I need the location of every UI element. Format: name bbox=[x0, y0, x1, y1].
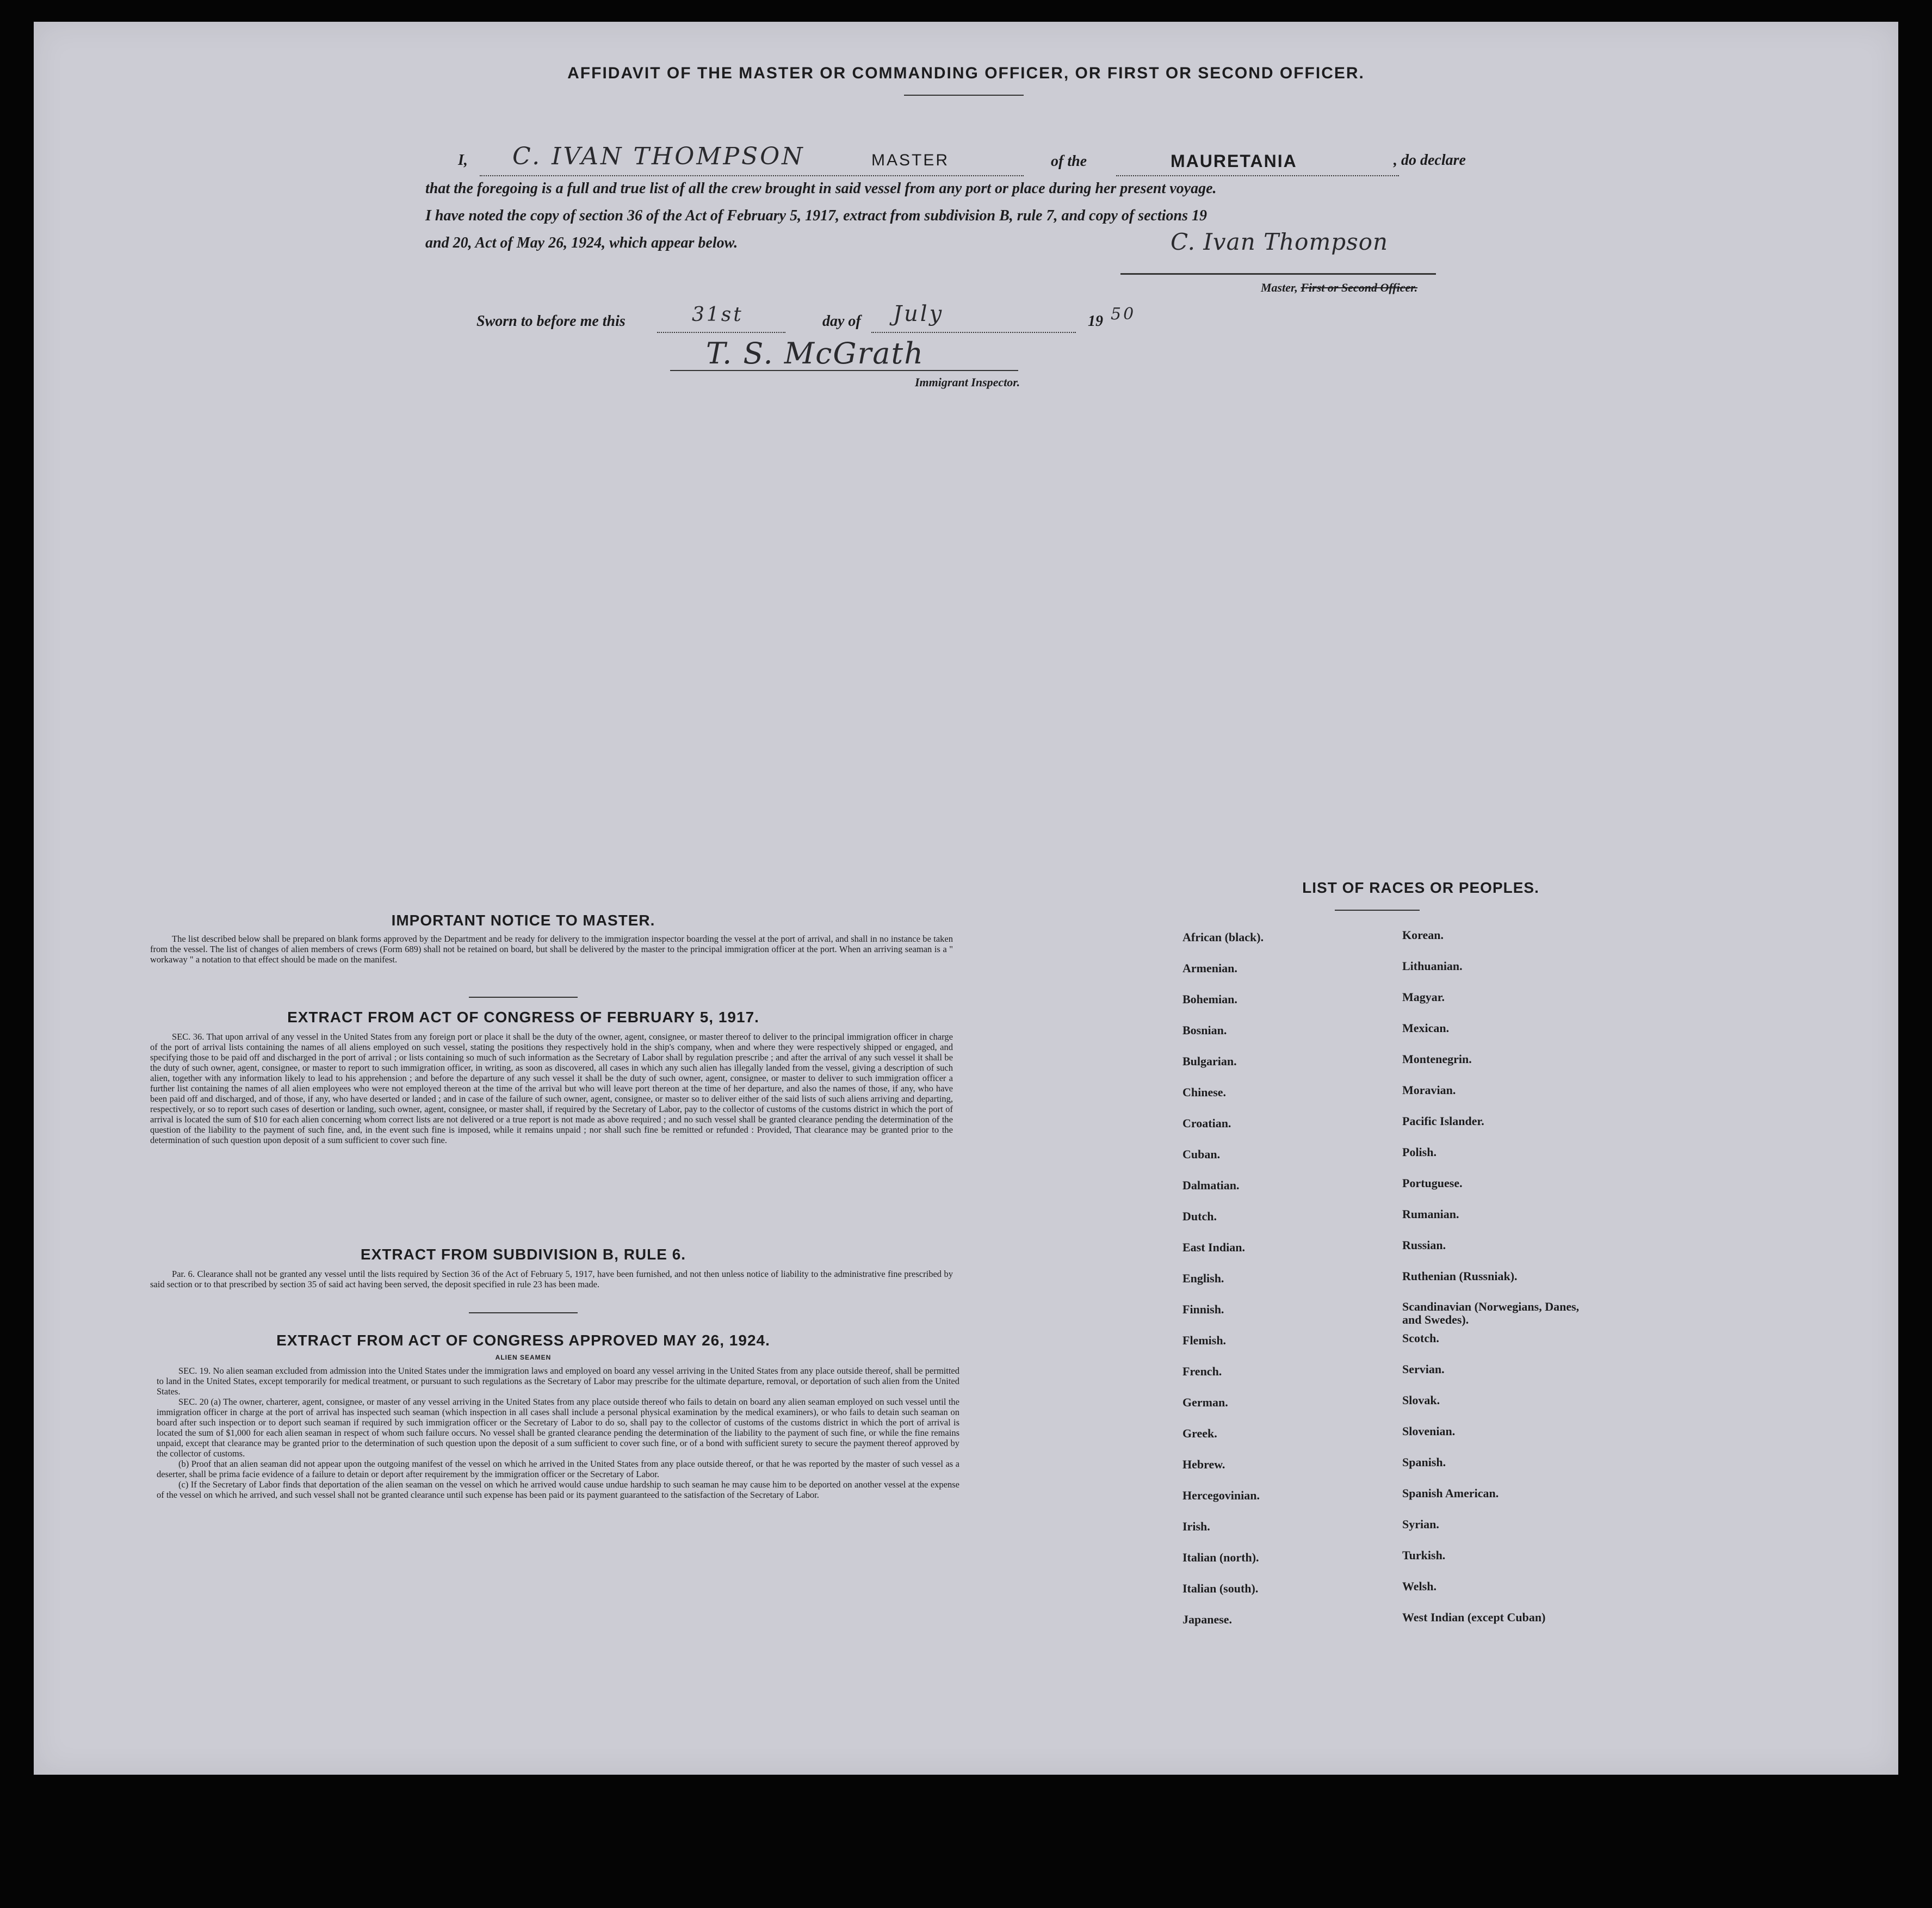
race-item: West Indian (except Cuban) bbox=[1402, 1610, 1546, 1624]
sec-20a-text: SEC. 20 (a) The owner, charterer, agent, consignee, or master of any vessel arriving in the United States from any place outside thereof who fails to detain on board any alien seaman employed on such vessel until the immigration officer in charge at the port of arrival has inspected such seaman (which inspection in all cases shall include a personal physical examination by the medical examiners), or who fails to detain such seaman on board after such inspection or to deport such seaman if required by such immigration officer or the Secretary of Labor to do so, shall pay to the collector of customs of the customs district in which the port of arrival is located the sum of $1,000 for each alien seaman in respect of whom such failure occurs. No vessel shall be granted clearance pending the determination of the liability to the payment of such fine, or while the fine remains unpaid, except that clearance may be granted prior to the determination of such question upon the deposit of a sum sufficient to cover such fine, or of a bond with sufficient surety to secure the payment thereof approved by the collector of customs. bbox=[157, 1397, 959, 1459]
race-item: French. bbox=[1182, 1364, 1222, 1378]
race-item: Slovak. bbox=[1402, 1393, 1440, 1407]
race-item: Welsh. bbox=[1402, 1579, 1436, 1593]
signer-label-master: Master, bbox=[1261, 281, 1298, 294]
declaration-line-3: and 20, Act of May 26, 1924, which appear below. bbox=[425, 234, 738, 251]
race-item: Italian (south). bbox=[1182, 1582, 1259, 1595]
race-item: Japanese. bbox=[1182, 1613, 1233, 1626]
notice-text: The list described below shall be prepared on blank forms approved by the Department and be ready for delivery to the immigration inspector boarding the vessel at the port of arrival, and shall in no instance be taken from the vessel. The list of changes of alien members of crews (Form 689) shall not be retained on board, but shall be delivered by the master to the principal immigration officer at the port. When an arriving seaman is a " workaway " a notation to that effect should be made on the manifest. bbox=[150, 934, 953, 965]
master-name: C. IVAN THOMPSON bbox=[512, 143, 805, 170]
race-item: Scandinavian (Norwegians, Danes, and Swedes). bbox=[1402, 1300, 1580, 1326]
extract-1917-title: EXTRACT FROM ACT OF CONGRESS OF FEBRUARY 5, 1917. bbox=[287, 1009, 759, 1026]
race-item: Ruthenian (Russniak). bbox=[1402, 1269, 1518, 1283]
extract-1917-text: SEC. 36. That upon arrival of any vessel in the United States from any foreign port or place it shall be the duty of the owner, agent, consignee, or master thereof to deliver to the principal immigration officer in charge of the port of arrival lists containing the names of all aliens employed on such vessel, stating the positions they respectively hold in the ship's company, when and where they were respectively shipped or engaged, and specifying those to be paid off and discharged in the port of arrival ; or lists containing so much of such information as the Secretary of Labor shall by regulation prescribe ; and after the arrival of any such vessel it shall be the duty of such owner, agent, consignee, or master to report to such immigration officer, in writing, as soon as discovered, all cases in which any such alien has illegally landed from the vessel, giving a description of such alien, together with any information likely to lead to his apprehension ; and before the departure of any such vessel it shall be the duty of such owner, agent, consignee, or master to deliver to such immigration officer a further list containing the names of all alien employees who were not employed thereon at the time of the arrival but who will leave port thereon at the time of her departure, and also the names of those, if any, who have been paid off and discharged, and of those, if any, who have deserted or landed ; and in case of the failure of such owner, agent, consignee, or master so to deliver either of the said lists of such aliens arriving and departing, respectively, or so to report such cases of desertion or landing, such owner, agent, consignee, or master shall, if required by the Secretary of Labor, pay to the collector of customs of the customs district in which the port of arrival is located the sum of $10 for each alien concerning whom correct lists are not delivered or a true report is not made as above required ; and no such vessel shall be granted clearance pending the determination of the question of the liability to the payment of such fine, and, in the event such fine is imposed, while it remains unpaid ; nor shall such fine be remitted or refunded : Provided, That clearance may be granted prior to the determination of such question upon deposit of a sum sufficient to cover such fine. bbox=[150, 1032, 953, 1145]
races-title: LIST OF RACES OR PEOPLES. bbox=[1302, 879, 1539, 896]
race-item: Turkish. bbox=[1402, 1548, 1446, 1562]
extract-1924-body bbox=[157, 1366, 959, 1500]
race-item: Flemish. bbox=[1182, 1333, 1227, 1347]
vessel-name: MAURETANIA bbox=[1171, 151, 1297, 171]
do-declare: , do declare bbox=[1394, 152, 1466, 169]
race-item: Finnish. bbox=[1182, 1302, 1224, 1316]
signer-label bbox=[1261, 281, 1417, 295]
subdivision-rule bbox=[469, 1312, 578, 1313]
master-signature: C. Ivan Thompson bbox=[1171, 229, 1389, 255]
race-item: Rumanian. bbox=[1402, 1207, 1459, 1221]
race-item: Servian. bbox=[1402, 1362, 1445, 1376]
sec-19-text: SEC. 19. No alien seaman excluded from admission into the United States under the immigration laws and employed on board any vessel arriving in the United States from any place outside thereof, shall be permitted to land in the United States, except temporarily for medical treatment, or pursuant to such regulations as the Secretary of Labor may prescribe for the ultimate departure, removal, or deportation of such alien from the United States. bbox=[157, 1366, 959, 1397]
race-item: East Indian. bbox=[1182, 1240, 1245, 1254]
race-item: Armenian. bbox=[1182, 961, 1237, 975]
race-item: Chinese. bbox=[1182, 1085, 1227, 1099]
sworn-day: 31st bbox=[692, 304, 744, 326]
signer-label-struck: First or Second Officer. bbox=[1301, 281, 1418, 294]
race-item: Bosnian. bbox=[1182, 1023, 1227, 1037]
race-item: Moravian. bbox=[1402, 1083, 1456, 1097]
master-rank: MASTER bbox=[871, 151, 950, 169]
inspector-signature: T. S. McGrath bbox=[706, 336, 924, 371]
race-item: Hebrew. bbox=[1182, 1458, 1225, 1471]
race-item: Magyar. bbox=[1402, 990, 1445, 1004]
race-item: Polish. bbox=[1402, 1145, 1436, 1159]
race-item: Montenegrin. bbox=[1402, 1052, 1472, 1066]
race-item: Slovenian. bbox=[1402, 1424, 1456, 1438]
sworn-month-line bbox=[871, 332, 1076, 333]
race-item: Portuguese. bbox=[1402, 1176, 1463, 1190]
sworn-label: Sworn to before me this bbox=[476, 313, 626, 330]
race-item: Korean. bbox=[1402, 928, 1444, 942]
sec-20b-text: (b) Proof that an alien seaman did not appear upon the outgoing manifest of the vessel on which he arrived in the United States from any place outside thereof, or that he was reported by the master of such vessel as a deserter, shall be prima facie evidence of a failure to detain or deport after requirement by the immigration officer or the Secretary of Labor. bbox=[157, 1459, 959, 1479]
notice-title: IMPORTANT NOTICE TO MASTER. bbox=[391, 912, 655, 929]
race-item: Irish. bbox=[1182, 1520, 1210, 1533]
race-item: Italian (north). bbox=[1182, 1551, 1259, 1564]
of-the-label: of the bbox=[1051, 153, 1087, 170]
signature-rule bbox=[1120, 273, 1436, 275]
sworn-year: 50 bbox=[1111, 305, 1136, 324]
subdivision-text: Par. 6. Clearance shall not be granted any vessel until the lists required by Section 36 of the Act of February 5, 1917, have been furnished, and not then unless notice of liability to the administrative fine prescribed by said section or to that prescribed by section 35 of said act having been served, the deposit specified in rule 23 has been made. bbox=[150, 1269, 953, 1289]
title-rule bbox=[904, 95, 1024, 96]
notice-rule bbox=[469, 997, 578, 998]
race-item: Spanish American. bbox=[1402, 1486, 1499, 1500]
race-item: Greek. bbox=[1182, 1427, 1217, 1440]
race-item: Dutch. bbox=[1182, 1209, 1217, 1223]
extract-1924-subtitle: ALIEN SEAMEN bbox=[495, 1354, 552, 1361]
i-label: I, bbox=[458, 152, 468, 169]
declaration-line-1: that the foregoing is a full and true list of all the crew brought in said vessel from any port or place during her present voyage. bbox=[425, 180, 1217, 197]
race-item: Hercegovinian. bbox=[1182, 1489, 1260, 1502]
race-item: English. bbox=[1182, 1271, 1224, 1285]
sworn-day-line bbox=[657, 332, 785, 333]
affidavit-title: AFFIDAVIT OF THE MASTER OR COMMANDING OFFICER, OR FIRST OR SECOND OFFICER. bbox=[567, 64, 1365, 82]
race-item: Croatian. bbox=[1182, 1116, 1231, 1130]
inspector-label: Immigrant Inspector. bbox=[915, 375, 1020, 389]
race-item: Scotch. bbox=[1402, 1331, 1439, 1345]
race-item: Spanish. bbox=[1402, 1455, 1446, 1469]
race-item: Pacific Islander. bbox=[1402, 1114, 1484, 1128]
races-rule bbox=[1335, 910, 1420, 911]
race-item: Bohemian. bbox=[1182, 992, 1237, 1006]
race-item: Russian. bbox=[1402, 1238, 1446, 1252]
inspector-rule bbox=[670, 370, 1018, 371]
race-item: Mexican. bbox=[1402, 1021, 1450, 1035]
manifest-page bbox=[34, 22, 1898, 1775]
race-item: Cuban. bbox=[1182, 1147, 1221, 1161]
race-item: African (black). bbox=[1182, 930, 1264, 944]
subdivision-title: EXTRACT FROM SUBDIVISION B, RULE 6. bbox=[360, 1246, 686, 1263]
sworn-day-label: day of bbox=[822, 313, 861, 330]
race-item: Syrian. bbox=[1402, 1517, 1439, 1531]
sworn-year-prefix: 19 bbox=[1088, 313, 1103, 330]
race-item: Bulgarian. bbox=[1182, 1054, 1237, 1068]
race-item: German. bbox=[1182, 1396, 1228, 1409]
race-item: Dalmatian. bbox=[1182, 1178, 1240, 1192]
declaration-line-2: I have noted the copy of section 36 of the Act of February 5, 1917, extract from subdivision B, rule 7, and copy of sections 19 bbox=[425, 207, 1208, 224]
sec-20c-text: (c) If the Secretary of Labor finds that deportation of the alien seaman on the vessel on which he arrived would cause undue hardship to such seaman he may cause him to be deported on another vessel at the expense of the vessel on which he arrived, and such vessel shall not be granted clearance until such expense has been paid or its payment guaranteed to the satisfaction of the Secretary of Labor. bbox=[157, 1479, 959, 1500]
race-item: Lithuanian. bbox=[1402, 959, 1463, 973]
extract-1924-title: EXTRACT FROM ACT OF CONGRESS APPROVED MAY 26, 1924. bbox=[276, 1332, 770, 1349]
sworn-month: July bbox=[893, 301, 944, 326]
